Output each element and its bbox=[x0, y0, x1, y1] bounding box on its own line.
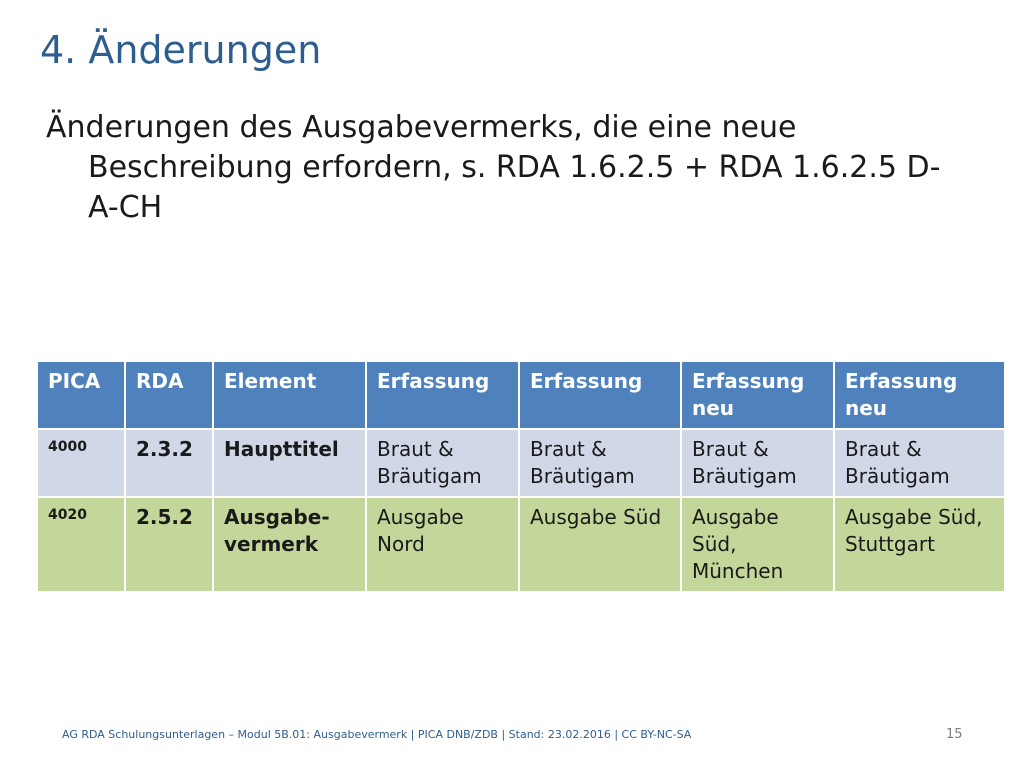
table-cell: 4020 bbox=[37, 497, 125, 592]
slide-footer: AG RDA Schulungsunterlagen – Modul 5B.01: Ausgabevermerk | PICA DNB/ZDB | Stand: 23.02.2016 | CC BY-NC-SA bbox=[62, 728, 692, 741]
table-cell: Haupttitel bbox=[213, 429, 366, 497]
header-cell-erfassung-2: Erfassung bbox=[519, 361, 681, 429]
table-cell: Braut & Bräutigam bbox=[834, 429, 1005, 497]
table-cell: Ausgabe-vermerk bbox=[213, 497, 366, 592]
table-cell: 2.5.2 bbox=[125, 497, 213, 592]
header-cell-rda: RDA bbox=[125, 361, 213, 429]
page-number: 15 bbox=[946, 727, 963, 742]
header-cell-erfassung-neu-2: Erfassung neu bbox=[834, 361, 1005, 429]
table-cell: Ausgabe Süd, München bbox=[681, 497, 834, 592]
table-row bbox=[37, 429, 1005, 497]
table-cell: 2.3.2 bbox=[125, 429, 213, 497]
table-cell: Braut & Bräutigam bbox=[681, 429, 834, 497]
table-cell: 4000 bbox=[37, 429, 125, 497]
slide-subtitle: Änderungen des Ausgabevermerks, die eine neue Beschreibung erfordern, s. RDA 1.6.2.5 + RDA 1.6.2.5 D-A-CH bbox=[46, 110, 941, 225]
table-row bbox=[37, 497, 1005, 592]
table-cell: Braut & Bräutigam bbox=[519, 429, 681, 497]
table-cell: Braut & Bräutigam bbox=[366, 429, 519, 497]
header-cell-pica: PICA bbox=[37, 361, 125, 429]
header-cell-element: Element bbox=[213, 361, 366, 429]
table-header-row bbox=[37, 361, 1005, 429]
table-cell: Ausgabe Süd, Stuttgart bbox=[834, 497, 1005, 592]
table-cell: Ausgabe Süd bbox=[519, 497, 681, 592]
header-cell-erfassung-1: Erfassung bbox=[366, 361, 519, 429]
table-cell: Ausgabe Nord bbox=[366, 497, 519, 592]
header-cell-erfassung-neu-1: Erfassung neu bbox=[681, 361, 834, 429]
changes-table bbox=[36, 360, 1006, 593]
slide-title: 4. Änderungen bbox=[40, 28, 322, 72]
